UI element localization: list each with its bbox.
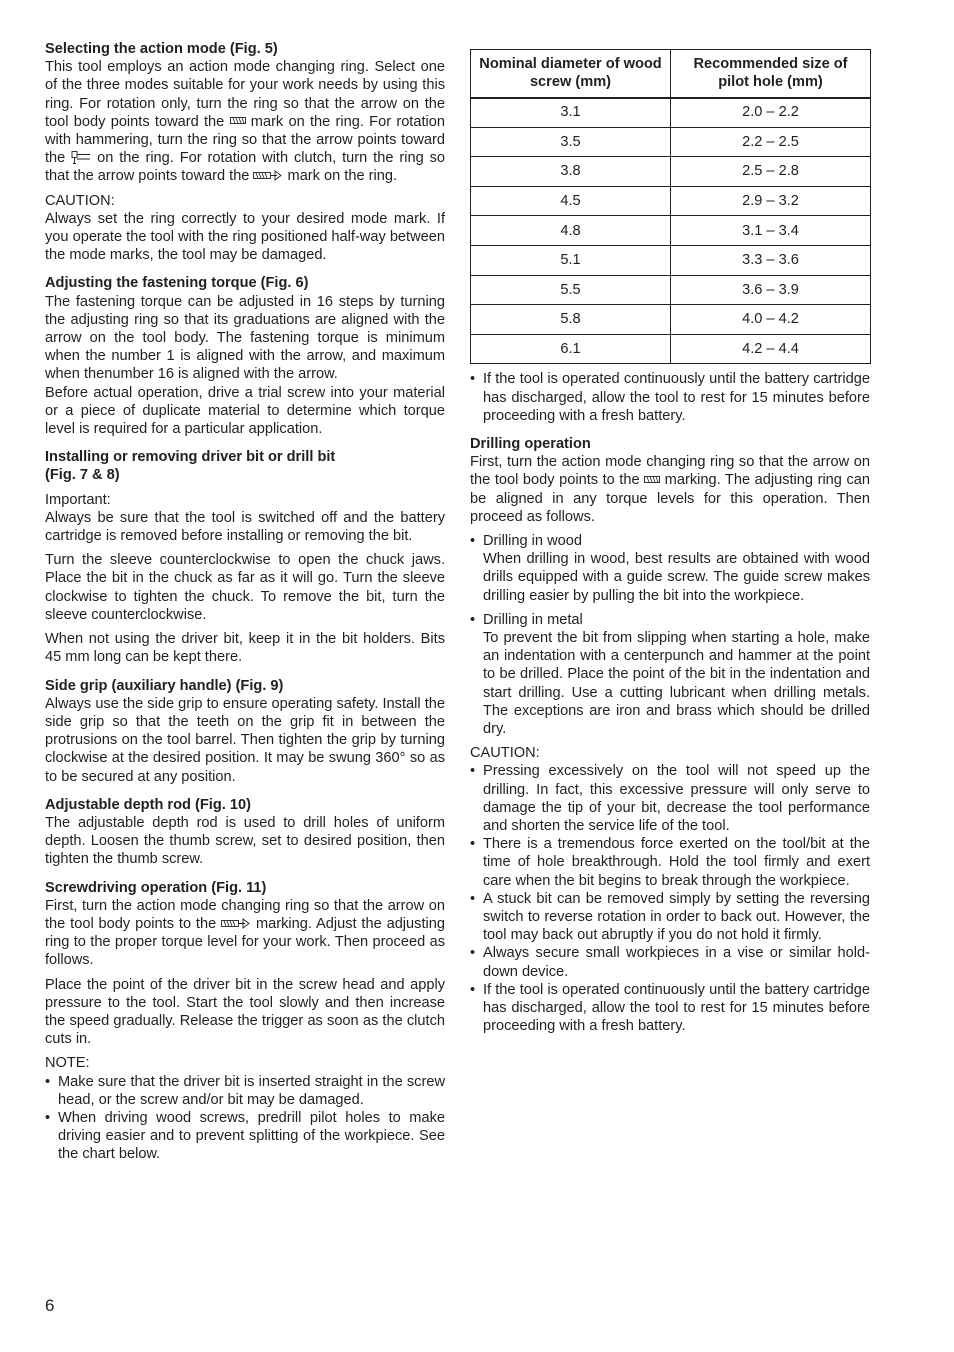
drilling-metal-title: Drilling in metal bbox=[483, 611, 583, 628]
list-item: • Pressing excessively on the tool will not speed up the drilling. In fact, this excessive pressure will only serve to damage the tip of your bit, decrease the tool performance and shorten the service life of the tool. bbox=[470, 762, 870, 835]
caution-text: Always set the ring correctly to your desired mode mark. If you operate the tool with the ring positioned half-way between the mode marks, the tool may be damaged. bbox=[45, 210, 445, 264]
depth-rod-paragraph: The adjustable depth rod is used to drill holes of uniform depth. Loosen the thumb screw, set to desired position, then tighten the thumb screw. bbox=[45, 814, 445, 868]
drilling-wood-title: Drilling in wood bbox=[483, 532, 582, 549]
list-item: • When driving wood screws, predrill pilot holes to make driving easier and to prevent splitting of the workpiece. See the chart below. bbox=[45, 1109, 445, 1164]
list-item bbox=[470, 532, 870, 605]
list-item: • If the tool is operated continuously until the battery cartridge has discharged, allow the tool to rest for 15 minutes before proceeding with a fresh battery. bbox=[470, 981, 870, 1036]
section-title-screwdriving: Screwdriving operation (Fig. 11) bbox=[45, 879, 267, 896]
list-item bbox=[470, 611, 870, 738]
caution-label: CAUTION: bbox=[45, 192, 115, 209]
section-title-drilling: Drilling operation bbox=[470, 435, 591, 452]
installing-paragraph-2: When not using the driver bit, keep it in the bit holders. Bits 45 mm long can be kept there. bbox=[45, 631, 445, 666]
table-row: 5.1 3.3 – 3.6 bbox=[471, 245, 871, 275]
drilling-paragraph: First, turn the action mode changing ring so that the arrow on the tool body points to the marking. The adjusting ring can be aligned in any torque levels for this operation. Then proceed as follows. bbox=[470, 454, 870, 525]
table-row: 6.1 4.2 – 4.4 bbox=[471, 334, 871, 364]
note-list bbox=[45, 1073, 445, 1164]
section-title-side-grip: Side grip (auxiliary handle) (Fig. 9) bbox=[45, 677, 284, 694]
screwdriver-clutch-icon bbox=[253, 170, 283, 181]
hammer-icon bbox=[71, 151, 91, 164]
table-row: 4.5 2.9 – 3.2 bbox=[471, 186, 871, 216]
drilling-metal-text: To prevent the bit from slipping when starting a hole, make an indentation with a centerpunch and hammer at the point to be drilled. Place the point of the bit in the indentation and start drilling. Use a cutting lubricant when drilling metals. The exceptions are iron and brass which should be drilled dry. bbox=[483, 629, 870, 737]
screwdriving-paragraph-1: First, turn the action mode changing ring so that the arrow on the tool body points to the marking. Adjust the adjusting ring to the proper torque level for your work. Then proceed as follows. bbox=[45, 897, 445, 969]
left-column bbox=[45, 40, 445, 1164]
section-title-installing-bit: Installing or removing driver bit or drill bit (Fig. 7 & 8) bbox=[45, 449, 336, 484]
list-item: • Always secure small workpieces in a vise or similar hold-down device. bbox=[470, 944, 870, 980]
drill-bit-icon bbox=[230, 117, 246, 124]
torque-paragraph-2: Before actual operation, drive a trial screw into your material or a piece of duplicate material to determine which torque level is required for a particular application. bbox=[45, 384, 445, 438]
screwdriving-paragraph-2: Place the point of the driver bit in the screw head and apply pressure to the tool. Start the tool slowly and then increase the speed gradually. Release the trigger as soon as the clutch cuts in. bbox=[45, 976, 445, 1048]
table-note-list bbox=[470, 370, 870, 425]
table-row: 3.5 2.2 – 2.5 bbox=[471, 127, 871, 157]
table-row: 3.8 2.5 – 2.8 bbox=[471, 157, 871, 187]
page-number: 6 bbox=[45, 1296, 55, 1315]
section-title-action-mode: Selecting the action mode (Fig. 5) bbox=[45, 41, 278, 57]
drill-bit-icon bbox=[644, 476, 660, 483]
drilling-material-list bbox=[470, 532, 870, 738]
table-row: 5.5 3.6 – 3.9 bbox=[471, 275, 871, 305]
list-item: • Make sure that the driver bit is inserted straight in the screw head, or the screw and/or bit may be damaged. bbox=[45, 1073, 445, 1109]
important-label: Important: bbox=[45, 491, 111, 508]
pilot-hole-table bbox=[470, 49, 871, 364]
caution-list bbox=[470, 762, 870, 1035]
caution-label: CAUTION: bbox=[470, 745, 540, 762]
screwdriver-clutch-icon bbox=[221, 918, 251, 929]
torque-paragraph-1: The fastening torque can be adjusted in 16 steps by turning the adjusting ring so that its graduations are aligned with the arrow on the tool body. The fastening torque is minimum when the number 1 is aligned with the arrow, and maximum when thenumber 16 is aligned with the arrow. bbox=[45, 293, 445, 383]
right-column bbox=[470, 49, 870, 1035]
action-mode-paragraph: This tool employs an action mode changing ring. Select one of the three modes suitable for your work needs by using this ring. For rotation only, turn the ring so that the arrow on the tool body points toward the mark on the ring. For rotation with hammering, turn the ring so that the arrow points toward the on the ring. For rotation with clutch, turn the ring so that the arrow points toward the mark on the ring. bbox=[45, 59, 446, 185]
note-label: NOTE: bbox=[45, 1055, 90, 1072]
important-text: Always be sure that the tool is switched off and the battery cartridge is removed before installing or removing the bit. bbox=[45, 509, 445, 545]
table-row: 4.8 3.1 – 3.4 bbox=[471, 216, 871, 246]
list-item: • A stuck bit can be removed simply by setting the reversing switch to reverse rotation in order to back out. However, the tool may back out abruptly if you do not hold it firmly. bbox=[470, 890, 870, 945]
section-title-torque: Adjusting the fastening torque (Fig. 6) bbox=[45, 275, 309, 292]
side-grip-paragraph: Always use the side grip to ensure operating safety. Install the side grip so that the teeth on the grip fit in between the protrusions on the tool barrel. Then tighten the grip by turning clockwise at the desired position. It may be swung 360° so as to be secured at any position. bbox=[45, 695, 445, 785]
list-item: • There is a tremendous force exerted on the tool/bit at the time of hole breakthrough. Hold the tool firmly and exert care when the bit begins to break through the workpiece. bbox=[470, 835, 870, 890]
section-title-depth-rod: Adjustable depth rod (Fig. 10) bbox=[45, 796, 251, 813]
list-item: • If the tool is operated continuously until the battery cartridge has discharged, allow the tool to rest for 15 minutes before proceeding with a fresh battery. bbox=[470, 370, 870, 425]
table-row: 3.1 2.0 – 2.2 bbox=[471, 98, 871, 128]
installing-paragraph-1: Turn the sleeve counterclockwise to open the chuck jaws. Place the bit in the chuck as far as it will go. Turn the sleeve clockwise to tighten the chuck. To remove the bit, turn the sleeve counterclockwise. bbox=[45, 552, 445, 623]
drilling-wood-text: When drilling in wood, best results are obtained with wood drills equipped with a guide screw. The guide screw makes drilling easier by pulling the bit into the workpiece. bbox=[483, 551, 870, 604]
table-row: 5.8 4.0 – 4.2 bbox=[471, 305, 871, 335]
table-header-screw-diameter: Nominal diameter of wood screw (mm) bbox=[471, 50, 671, 98]
table-header-pilot-hole: Recommended size of pilot hole (mm) bbox=[671, 50, 871, 98]
